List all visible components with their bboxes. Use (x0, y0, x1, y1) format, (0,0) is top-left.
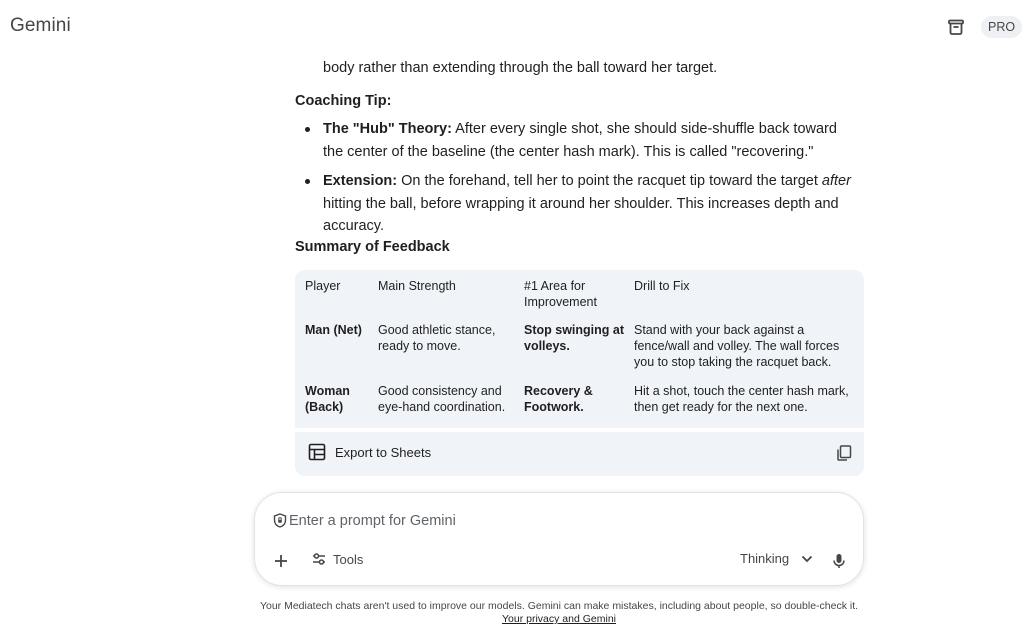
trash-icon (947, 18, 965, 36)
table-cell: Stop swinging at volleys. (524, 323, 624, 353)
plus-icon (274, 554, 288, 568)
column-header: Player (305, 279, 341, 293)
add-button[interactable] (271, 551, 291, 571)
tools-icon (311, 551, 327, 567)
table-cell: Recovery & Footwork. (524, 384, 593, 414)
export-to-sheets-button[interactable] (308, 443, 431, 461)
table-cell: Man (Net) (305, 323, 362, 337)
tip-text-after: hitting the ball, before wrapping it around her shoulder. This increases depth and accuracy. (323, 195, 839, 234)
table-icon (308, 443, 326, 461)
tip-text: After every single shot, she should side-shuffle back toward the center of the baseline (the center hash mark). This is called "recovering." (323, 121, 837, 160)
column-header: Main Strength (378, 279, 456, 293)
table-cell: Good athletic stance, ready to move. (378, 323, 496, 353)
tools-button[interactable] (311, 551, 363, 567)
summary-table-container (295, 270, 864, 476)
tools-label: Tools (333, 551, 364, 567)
tips-list (295, 118, 865, 245)
table-row (295, 383, 864, 428)
mode-selector[interactable] (740, 551, 813, 566)
continued-paragraph: body rather than extending through the ball toward her target. (323, 60, 718, 76)
list-item (295, 170, 865, 238)
privacy-link[interactable]: Your privacy and Gemini (501, 613, 616, 625)
column-header: #1 Area for Improvement (524, 279, 597, 309)
summary-table (295, 270, 864, 428)
pro-badge[interactable]: PRO (981, 16, 1022, 38)
tip-label: The "Hub" Theory: (323, 121, 452, 137)
list-item (295, 118, 865, 163)
prompt-input[interactable] (289, 510, 809, 532)
microphone-button[interactable] (830, 551, 848, 571)
temporary-chat-button[interactable] (944, 15, 968, 39)
shield-icon (273, 513, 287, 528)
copy-table-button[interactable] (836, 445, 852, 466)
app-logo[interactable]: Gemini (10, 15, 71, 36)
tip-emphasis: after (821, 173, 851, 189)
table-cell: Hit a shot, touch the center hash mark, then get ready for the next one. (634, 384, 849, 414)
table-cell: Woman (Back) (305, 384, 350, 414)
summary-heading: Summary of Feedback (295, 239, 450, 255)
table-cell: Stand with your back against a fence/wall and volley. The wall forces you to stop taking the racquet back. (634, 323, 840, 369)
table-cell: Good consistency and eye-hand coordination. (378, 384, 506, 414)
tip-text: On the forehand, tell her to point the racquet tip toward the target (397, 173, 822, 189)
mic-icon (833, 553, 845, 569)
column-header: Drill to Fix (634, 279, 690, 293)
prompt-box (254, 492, 864, 586)
table-row (295, 322, 864, 383)
table-footer (295, 428, 864, 476)
copy-icon (836, 445, 852, 461)
disclaimer-text: Your Mediatech chats aren't used to improve our models. Gemini can make mistakes, including about people, so double-check it. (259, 600, 859, 612)
mode-label: Thinking (740, 551, 790, 566)
chevron-down-icon (801, 555, 813, 563)
top-bar (0, 0, 1024, 52)
coaching-tip-heading: Coaching Tip: (295, 93, 392, 109)
table-header-row (295, 270, 864, 322)
export-label: Export to Sheets (335, 444, 432, 460)
tip-label: Extension: (323, 173, 398, 189)
